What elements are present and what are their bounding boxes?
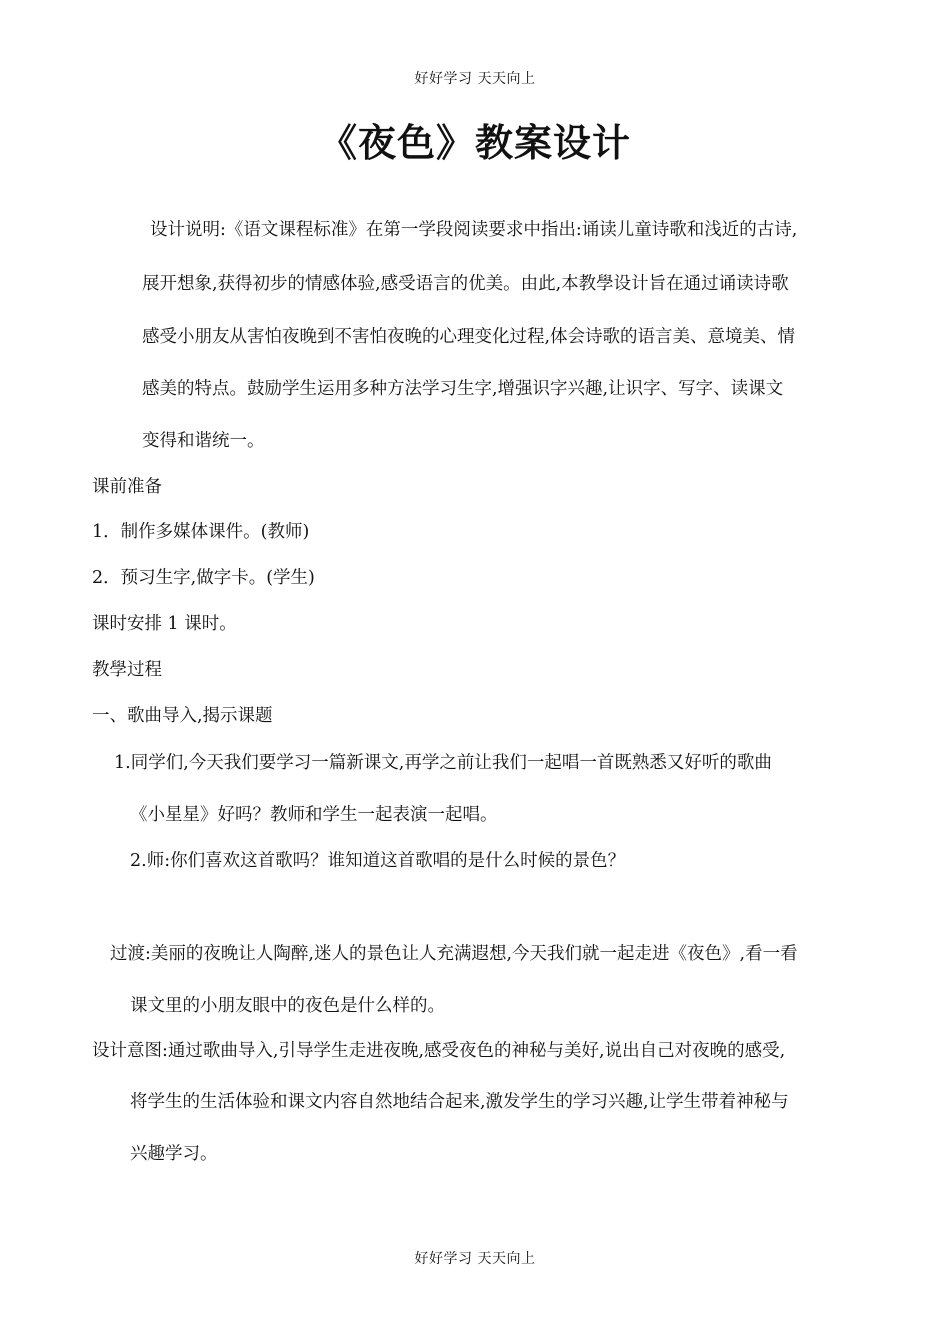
intro-line: 变得和谐统一。: [142, 431, 265, 451]
intent-line: 将学生的生活体验和课文内容自然地结合起来,激发学生的学习兴趣,让学生带着神秘与: [130, 1092, 789, 1112]
intro-line: 感受小朋友从害怕夜晚到不害怕夜晚的心理变化过程,体会诗歌的语言美、意境美、情: [142, 327, 796, 347]
section-heading: 一、歌曲导入,揭示课题: [92, 706, 273, 726]
prep-heading: 课前准备: [92, 477, 162, 497]
page-header: 好好学习 天天向上: [414, 71, 536, 87]
step-line: 1.同学们,今天我们要学习一篇新课文,再学之前让我们一起唱一首既熟悉又好听的歌曲: [114, 753, 772, 773]
schedule-line: 课时安排 1 课时。: [92, 614, 237, 634]
process-heading: 教學过程: [92, 660, 162, 680]
intent-line: 兴趣学习。: [130, 1144, 218, 1164]
step-line: 2.师:你们喜欢这首歌吗？谁知道这首歌唱的是什么时候的景色？: [130, 851, 626, 871]
prep-item: 1．制作多媒体课件。(教师): [92, 522, 310, 542]
intro-line: 设计说明:《语文课程标准》在第一学段阅读要求中指出:诵读儿童诗歌和浅近的古诗,: [150, 220, 798, 240]
prep-item: 2．预习生字,做字卡。(学生): [92, 568, 315, 588]
transition-line: 课文里的小朋友眼中的夜色是什么样的。: [130, 996, 445, 1016]
transition-line: 过渡:美丽的夜晚让人陶醉,迷人的景色让人充满遐想,今天我们就一起走进《夜色》,看一看: [110, 944, 798, 964]
intro-line: 感美的特点。鼓励学生运用多种方法学习生字,增强识字兴趣,让识字、写字、读课文: [142, 379, 784, 399]
document-title: 《夜色》教案设计: [318, 121, 631, 165]
page-footer: 好好学习 天天向上: [414, 1251, 536, 1267]
intro-line: 展开想象,获得初步的情感体验,感受语言的优美。由此,本教學设计旨在通过诵读诗歌: [142, 274, 789, 294]
step-line: 《小星星》好吗？教师和学生一起表演一起唱。: [130, 805, 498, 825]
intent-line: 设计意图:通过歌曲导入,引导学生走进夜晚,感受夜色的神秘与美好,说出自己对夜晚的感受,: [92, 1041, 786, 1061]
